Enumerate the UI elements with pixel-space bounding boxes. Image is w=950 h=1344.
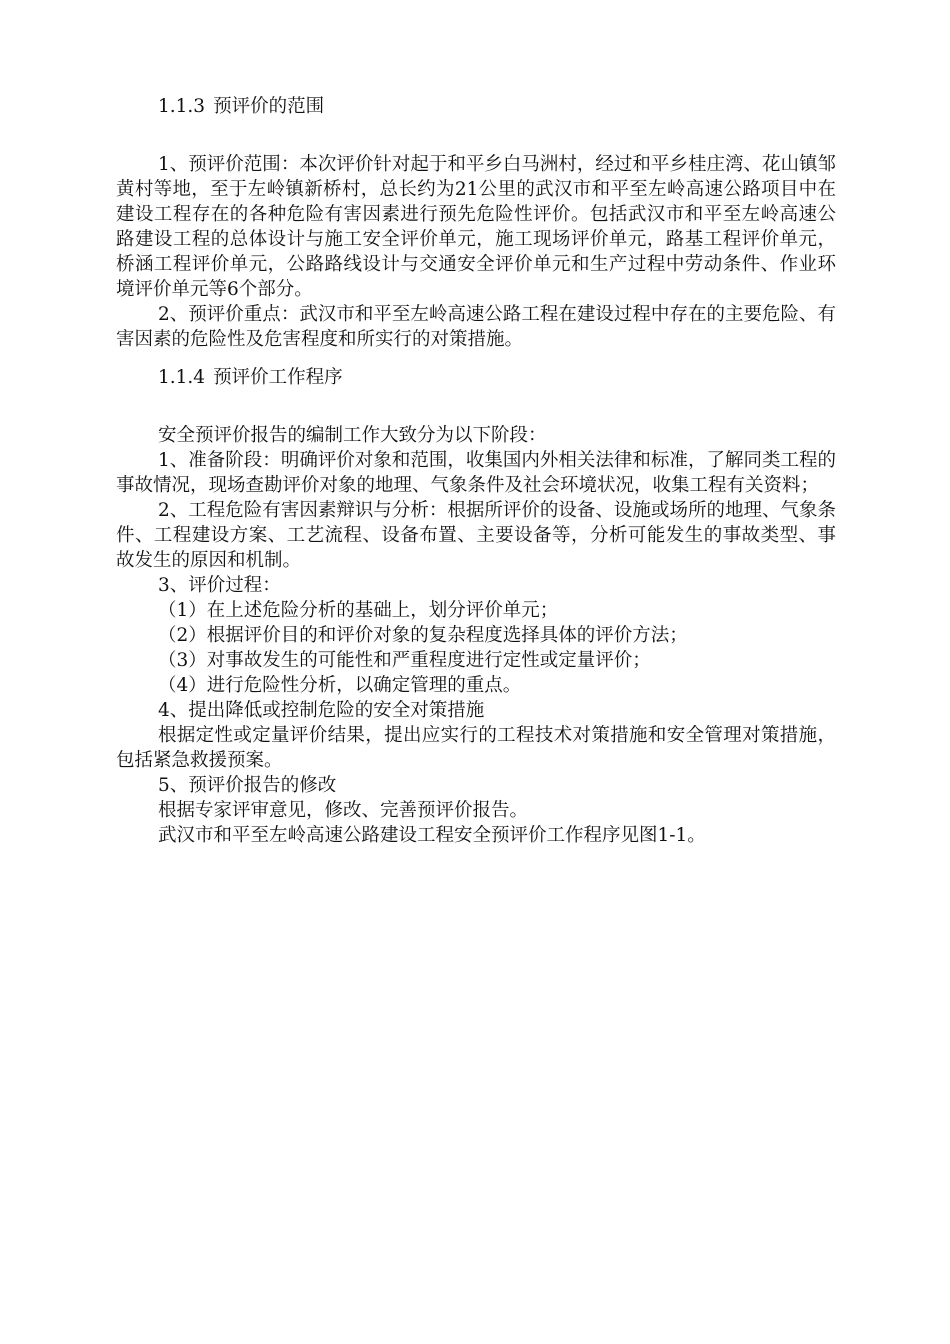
section-number: 1.1.3	[158, 96, 206, 117]
section-number: 1.1.4	[158, 367, 206, 388]
step-report-revision: 5、预评价报告的修改	[158, 775, 337, 796]
evaluation-item: （2）根据评价目的和评价对象的复杂程度选择具体的评价方法；	[158, 625, 688, 646]
section-heading-1-1-4	[116, 365, 836, 390]
step-hazard-analysis: 2、工程危险有害因素辩识与分析：根据所评价的设备、设施或场所的地理、气象条件、工程建设方案、工艺流程、设备布置、主要设备等，分析可能发生的事故类型、事故发生的原因和机制。	[116, 500, 836, 571]
countermeasures-text: 根据定性或定量评价结果，提出应实行的工程技术对策措施和安全管理对策措施，包括紧急救援预案。	[116, 725, 836, 771]
report-revision-text: 根据专家评审意见，修改、完善预评价报告。	[158, 800, 529, 821]
step-countermeasures: 4、提出降低或控制危险的安全对策措施	[158, 700, 485, 721]
evaluation-item: （4）进行危险性分析，以确定管理的重点。	[158, 675, 522, 696]
document-body	[116, 94, 836, 848]
section-heading-1-1-3	[116, 94, 836, 119]
evaluation-item: （1）在上述危险分析的基础上，划分评价单元；	[158, 600, 559, 621]
section-title: 预评价工作程序	[213, 367, 343, 388]
section-title: 预评价的范围	[213, 96, 325, 117]
evaluation-item: （3）对事故发生的可能性和严重程度进行定性或定量评价；	[158, 650, 651, 671]
procedure-intro: 安全预评价报告的编制工作大致分为以下阶段：	[158, 425, 547, 446]
scope-paragraph: 1、预评价范围：本次评价针对起于和平乡白马洲村，经过和平乡桂庄湾、花山镇邹黄村等地，至于左岭镇新桥村，总长约为21公里的武汉市和平至左岭高速公路项目中在建设工程存在的各种危险有害因素进行预先危险性评价。包括武汉市和平至左岭高速公路建设工程的总体设计与施工安全评价单元，施工现场评价单元，路基工程评价单元，桥涵工程评价单元，公路路线设计与交通安全评价单元和生产过程中劳动条件、作业环境评价单元等6个部分。	[116, 154, 836, 300]
step-preparation: 1、准备阶段：明确评价对象和范围，收集国内外相关法律和标准，了解同类工程的事故情况，现场查勘评价对象的地理、气象条件及社会环境状况，收集工程有关资料；	[116, 450, 836, 496]
step-evaluation: 3、评价过程：	[158, 575, 281, 596]
focus-paragraph: 2、预评价重点：武汉市和平至左岭高速公路工程在建设过程中存在的主要危险、有害因素的危险性及危害程度和所实行的对策措施。	[116, 304, 836, 350]
closing-paragraph: 武汉市和平至左岭高速公路建设工程安全预评价工作程序见图1-1。	[158, 825, 706, 846]
